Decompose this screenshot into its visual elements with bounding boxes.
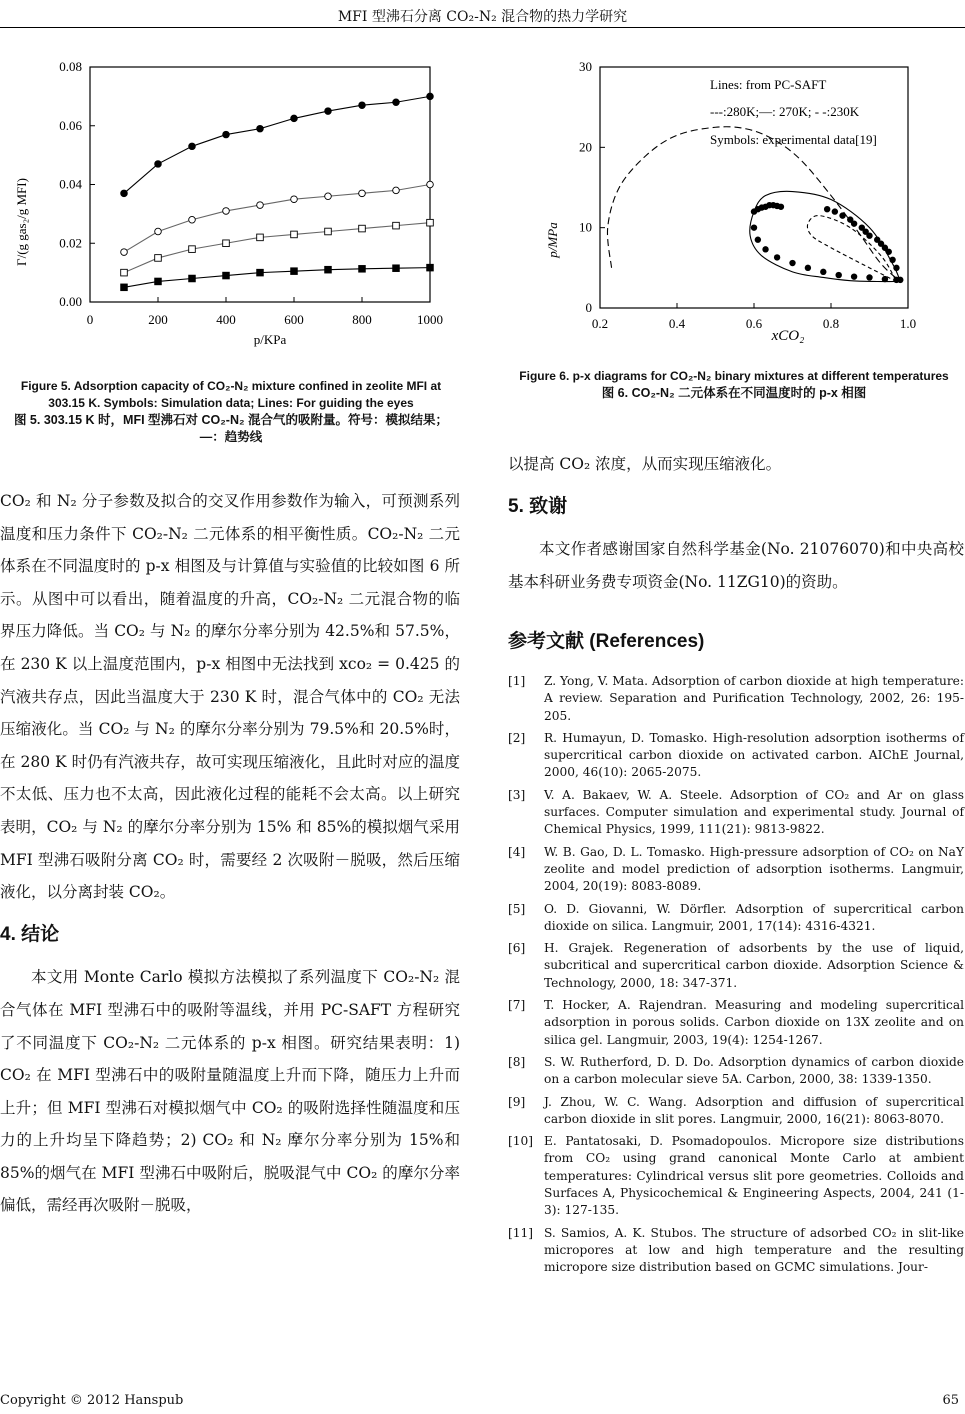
figure-6-chart bbox=[505, 50, 965, 350]
reference-number: [10] bbox=[508, 1134, 534, 1149]
reference-text: O. D. Giovanni, W. Dörfler. Adsorption of supercritical carbon dioxide on silica. Langmuir, 2001, 17(14): 4316-4321. bbox=[544, 901, 964, 933]
fig5-data-point bbox=[393, 187, 400, 194]
fig6-data-point bbox=[893, 277, 899, 283]
header-rule bbox=[0, 27, 965, 28]
reference-number: [3] bbox=[508, 787, 526, 802]
acknowledgement-paragraph: 本文作者感谢国家自然科学基金(No. 21076070)和中央高校基本科研业务费专项资金(No. 11ZG10)的资助。 bbox=[508, 540, 964, 591]
reference-item bbox=[508, 1225, 964, 1277]
fig5-xtick-label: 1000 bbox=[417, 312, 443, 327]
reference-number: [7] bbox=[508, 998, 526, 1013]
fig5-xlabel: p/KPa bbox=[253, 332, 287, 347]
reference-item bbox=[508, 940, 964, 992]
body-paragraph-phase: CO₂ 和 N₂ 分子参数及拟合的交叉作用参数作为输入，可预测系列温度和压力条件下 CO₂-N₂ 二元体系的相平衡性质。CO₂-N₂ 二元体系在不同温度时的 p-x 相图及与计算值与实验值的比较如图 6 所示。从图中可以看出，随着温度的升高，CO₂-N₂ 二元混合物的临界压力降低。当 CO₂ 与 N₂ 的摩尔分率分别为 42.5%和 57.5%，在 230 K 以上温度范围内，p-x 相图中无法找到 xco₂ = 0.425 的汽液共存点，因此当温度大于 230 K 时，混合气体中的 CO₂ 无法压缩液化。当 CO₂ 与 N₂ 的摩尔分率分别为 79.5%和 20.5%时，在 280 K 时仍有汽液共存，故可实现压缩液化，且此时对应的温度不太低、压力也不太高，因此液化过程的能耗不会太高。以上研究表明，CO₂ 与 N₂ 的摩尔分率分别为 15% 和 85%的模拟烟气采用 MFI 型沸石吸附分离 CO₂ 时，需要经 2 次吸附－脱吸，然后压缩液化，以分离封装 CO₂。 bbox=[0, 492, 460, 902]
fig6-data-point bbox=[778, 204, 784, 210]
fig6-data-point bbox=[851, 273, 857, 279]
figure-6-caption bbox=[505, 368, 963, 402]
fig5-data-point bbox=[291, 196, 298, 203]
figure-5-chart bbox=[0, 50, 470, 350]
reference-number: [5] bbox=[508, 901, 526, 916]
section-4-heading: 4. 结论 bbox=[0, 923, 60, 945]
references-list bbox=[508, 673, 964, 1277]
body-paragraph-continued: 以提高 CO₂ 浓度，从而实现压缩液化。 bbox=[508, 455, 782, 473]
fig5-caption-zh: 图 5. 303.15 K 时，MFI 型沸石对 CO₂-N₂ 混合气的吸附量。符号：模拟结果；—：趋势线 bbox=[13, 413, 449, 444]
fig6-data-point bbox=[789, 260, 795, 266]
fig5-data-point bbox=[291, 231, 298, 238]
fig5-xtick-label: 0 bbox=[86, 312, 94, 327]
fig5-data-point bbox=[393, 265, 400, 272]
fig6-data-point bbox=[836, 272, 842, 278]
reference-number: [11] bbox=[508, 1225, 534, 1240]
fig6-legend bbox=[710, 77, 877, 147]
fig6-data-point bbox=[832, 208, 838, 214]
fig5-xtick-label: 200 bbox=[148, 312, 168, 327]
fig5-series-line bbox=[124, 268, 430, 288]
figure-5-caption bbox=[2, 378, 460, 446]
reference-item bbox=[508, 730, 964, 782]
fig5-data-point bbox=[155, 161, 162, 168]
fig6-data-point bbox=[762, 246, 768, 252]
fig6-ytick-label: 10 bbox=[579, 219, 592, 235]
fig6-data-point bbox=[886, 249, 892, 255]
fig6-data-point bbox=[820, 269, 826, 275]
fig5-series bbox=[121, 93, 434, 291]
fig5-data-point bbox=[427, 264, 434, 271]
fig6-data-point bbox=[851, 220, 857, 226]
fig5-series-line bbox=[124, 223, 430, 273]
reference-text: J. Zhou, W. C. Wang. Adsorption and diffusion of supercritical carbon dioxide in slit pores. Langmuir, 2000, 16(21): 8063-8070. bbox=[544, 1094, 964, 1126]
fig6-data-point bbox=[755, 237, 761, 243]
fig5-data-point bbox=[291, 115, 298, 122]
fig6-data-point bbox=[889, 257, 895, 263]
fig6-series bbox=[607, 127, 903, 283]
fig5-data-point bbox=[291, 268, 298, 275]
fig5-data-point bbox=[325, 228, 332, 235]
body-paragraph-conclusion: 本文用 Monte Carlo 模拟方法模拟了系列温度下 CO₂-N₂ 混合气体在 MFI 型沸石中的吸附等温线，并用 PC-SAFT 方程研究了不同温度下 CO₂-N₂ 二元体系的 p-x 相图。研究结果表明：1) CO₂ 在 MFI 型沸石中的吸附量随温度上升而下降，随压力上升而上升；但 MFI 型沸石对模拟烟气中 CO₂ 的吸附选择性随温度和压力的上升均呈下降趋势；2) CO₂ 和 N₂ 摩尔分率分别为 15%和 85%的烟气在 MFI 型沸石中吸附后，脱吸混气中 CO₂ 的摩尔分率偏低，需经再次吸附－脱吸， bbox=[0, 968, 460, 1215]
reference-item bbox=[508, 844, 964, 896]
reference-number: [4] bbox=[508, 844, 526, 859]
reference-text: T. Hocker, A. Rajendran. Measuring and modeling supercritical adsorption in porous solids. Carbon dioxide on 13X zeolite and on silica gel. Langmuir, 2003, 19(4): 1254-1267. bbox=[544, 998, 964, 1047]
fig5-data-point bbox=[121, 269, 128, 276]
reference-text: V. A. Bakaev, W. A. Steele. Adsorption of CO₂ and Ar on glass surfaces. Computer simulation and experimental study. Journal of Chemical Physics, 1999, 111(21): 9813-9822. bbox=[544, 787, 964, 837]
reference-item bbox=[508, 901, 964, 936]
fig5-data-point bbox=[359, 102, 366, 109]
fig5-data-point bbox=[223, 208, 230, 215]
fig5-ytick-label: 0.08 bbox=[59, 59, 82, 74]
fig5-data-point bbox=[257, 202, 264, 209]
fig6-caption-zh: 图 6. CO₂-N₂ 二元体系在不同温度时的 p-x 相图 bbox=[601, 386, 867, 400]
fig5-ytick-label: 0.00 bbox=[59, 294, 82, 309]
references-heading: 参考文献 (References) bbox=[508, 631, 705, 653]
fig5-data-point bbox=[325, 108, 332, 115]
reference-text: S. Samios, A. K. Stubos. The structure of adsorbed CO₂ in slit-like micropores at low and high temperature and the resulting micropore size distribution based on GCMC simulations. Jour- bbox=[544, 1225, 964, 1275]
fig5-data-point bbox=[223, 131, 230, 138]
reference-item bbox=[508, 1133, 964, 1219]
fig5-data-point bbox=[359, 225, 366, 232]
fig5-data-point bbox=[427, 93, 434, 100]
fig6-data-point bbox=[751, 224, 757, 230]
reference-number: [9] bbox=[508, 1094, 526, 1109]
fig5-ytick-label: 0.06 bbox=[59, 117, 82, 133]
reference-item bbox=[508, 673, 964, 725]
reference-text: R. Humayun, D. Tomasko. High-resolution adsorption isotherms of supercritical carbon dioxide on activated carbon. AIChE Journal, 2000, 46(10): 2065-2075. bbox=[544, 730, 964, 780]
fig5-data-point bbox=[257, 234, 264, 241]
fig6-series-line bbox=[607, 127, 900, 282]
fig5-data-point bbox=[223, 272, 230, 279]
fig5-data-point bbox=[325, 193, 332, 200]
fig5-xtick-label: 400 bbox=[216, 312, 236, 327]
reference-text: S. W. Rutherford, D. D. Do. Adsorption dynamics of carbon dioxide on a carbon molecular sieve 5A. Carbon, 2000, 38: 1339-1350. bbox=[544, 1054, 964, 1087]
section-5-heading: 5. 致谢 bbox=[508, 495, 568, 517]
fig5-data-point bbox=[189, 216, 196, 223]
fig5-xtick-label: 600 bbox=[284, 312, 304, 327]
fig5-series-line bbox=[124, 185, 430, 253]
reference-number: [6] bbox=[508, 941, 526, 956]
fig6-legend-line-3: Symbols: experimental data[19] bbox=[710, 132, 877, 147]
reference-item bbox=[508, 1094, 964, 1129]
fig5-data-point bbox=[257, 125, 264, 132]
fig6-ytick-label: 30 bbox=[579, 59, 592, 74]
fig5-data-point bbox=[121, 284, 128, 291]
fig5-data-point bbox=[155, 255, 162, 262]
fig5-data-point bbox=[155, 278, 162, 285]
fig5-data-point bbox=[189, 275, 196, 282]
fig6-data-point bbox=[805, 265, 811, 271]
fig5-data-point bbox=[223, 240, 230, 247]
fig6-ytick-label: 0 bbox=[585, 300, 592, 315]
fig5-data-point bbox=[189, 143, 196, 150]
reference-item bbox=[508, 997, 964, 1049]
fig6-data-point bbox=[824, 206, 830, 212]
reference-text: H. Grajek. Regeneration of adsorbents by the use of liquid, subcritical and supercritical carbon dioxide. Adsorption Science & Technology, 2000, 18: 347-371. bbox=[544, 941, 964, 990]
fig6-caption-en: Figure 6. p-x diagrams for CO₂-N₂ binary mixtures at different temperatures bbox=[519, 369, 949, 383]
fig6-axes bbox=[579, 59, 916, 331]
fig5-data-point bbox=[359, 266, 366, 273]
fig6-data-point bbox=[866, 274, 872, 280]
fig5-data-point bbox=[257, 269, 264, 276]
fig6-ylabel: p/MPa bbox=[545, 222, 560, 258]
fig6-xlabel: xCO₂ bbox=[771, 328, 805, 344]
fig6-xtick-label: 0.8 bbox=[822, 316, 840, 331]
fig5-data-point bbox=[427, 181, 434, 188]
reference-number: [1] bbox=[508, 673, 526, 688]
fig6-data-point bbox=[866, 233, 872, 239]
fig5-xtick-label: 800 bbox=[352, 312, 372, 327]
fig5-caption-en: Figure 5. Adsorption capacity of CO₂-N₂ mixture confined in zeolite MFI at 303.15 K. Symbols: Simulation data; Lines: For guiding the eyes bbox=[20, 379, 442, 410]
reference-number: [8] bbox=[508, 1054, 526, 1069]
fig5-plot-frame bbox=[90, 67, 430, 302]
footer-copyright: Copyright © 2012 Hanspub bbox=[0, 1393, 184, 1408]
reference-item bbox=[508, 1054, 964, 1089]
fig6-xtick-label: 0.6 bbox=[745, 316, 763, 331]
fig5-data-point bbox=[359, 190, 366, 197]
fig5-data-point bbox=[121, 249, 128, 256]
fig6-data-point bbox=[839, 212, 845, 218]
reference-item bbox=[508, 787, 964, 839]
reference-text: E. Pantatosaki, D. Psomadopoulos. Micropore size distributions from CO₂ using grand canonical Monte Carlo at ambient temperatures: Cylindrical versus slit pore geometries. Colloids and Surfaces A, Physicochemical & Engineering Aspects, 2004, 241 (1-3): 127-135. bbox=[544, 1134, 964, 1218]
fig6-legend-line-1: Lines: from PC-SAFT bbox=[710, 77, 827, 92]
fig6-legend-line-2: ---:280K;—: 270K; - -:230K bbox=[710, 104, 860, 119]
fig5-ytick-label: 0.02 bbox=[59, 235, 82, 251]
reference-number: [2] bbox=[508, 730, 526, 745]
fig6-data-point bbox=[893, 265, 899, 271]
running-header: MFI 型沸石分离 CO₂-N₂ 混合物的热力学研究 bbox=[337, 9, 628, 25]
fig5-series-line bbox=[124, 96, 430, 193]
reference-text: W. B. Gao, D. L. Tomasko. High-pressure adsorption of CO₂ on NaY zeolite and model prediction of adsorption isotherms. Langmuir, 2004, 20(19): 8083-8089. bbox=[544, 844, 964, 894]
fig5-data-point bbox=[393, 222, 400, 229]
reference-text: Z. Yong, V. Mata. Adsorption of carbon dioxide at high temperature: A review. Separation and Purification Technology, 2002, 26: 195-205. bbox=[544, 673, 964, 723]
fig6-data-point bbox=[774, 254, 780, 260]
fig6-ytick-label: 20 bbox=[579, 139, 592, 155]
fig5-data-point bbox=[427, 219, 434, 226]
fig5-axes bbox=[59, 59, 443, 327]
fig5-ylabel: Γ/(g gas₂/g MFI) bbox=[14, 178, 29, 266]
right-column bbox=[508, 448, 964, 1281]
fig6-data-point bbox=[882, 276, 888, 282]
fig5-data-point bbox=[393, 99, 400, 106]
fig6-xtick-label: 0.4 bbox=[668, 316, 686, 331]
fig5-data-point bbox=[121, 190, 128, 197]
fig6-xtick-label: 1.0 bbox=[899, 316, 917, 331]
fig5-data-point bbox=[155, 228, 162, 235]
left-column bbox=[0, 485, 460, 1222]
fig5-data-point bbox=[325, 266, 332, 273]
fig6-xtick-label: 0.2 bbox=[591, 316, 609, 331]
fig5-data-point bbox=[189, 246, 196, 253]
fig5-ytick-label: 0.04 bbox=[59, 176, 82, 192]
footer-page-number: 65 bbox=[942, 1393, 959, 1408]
